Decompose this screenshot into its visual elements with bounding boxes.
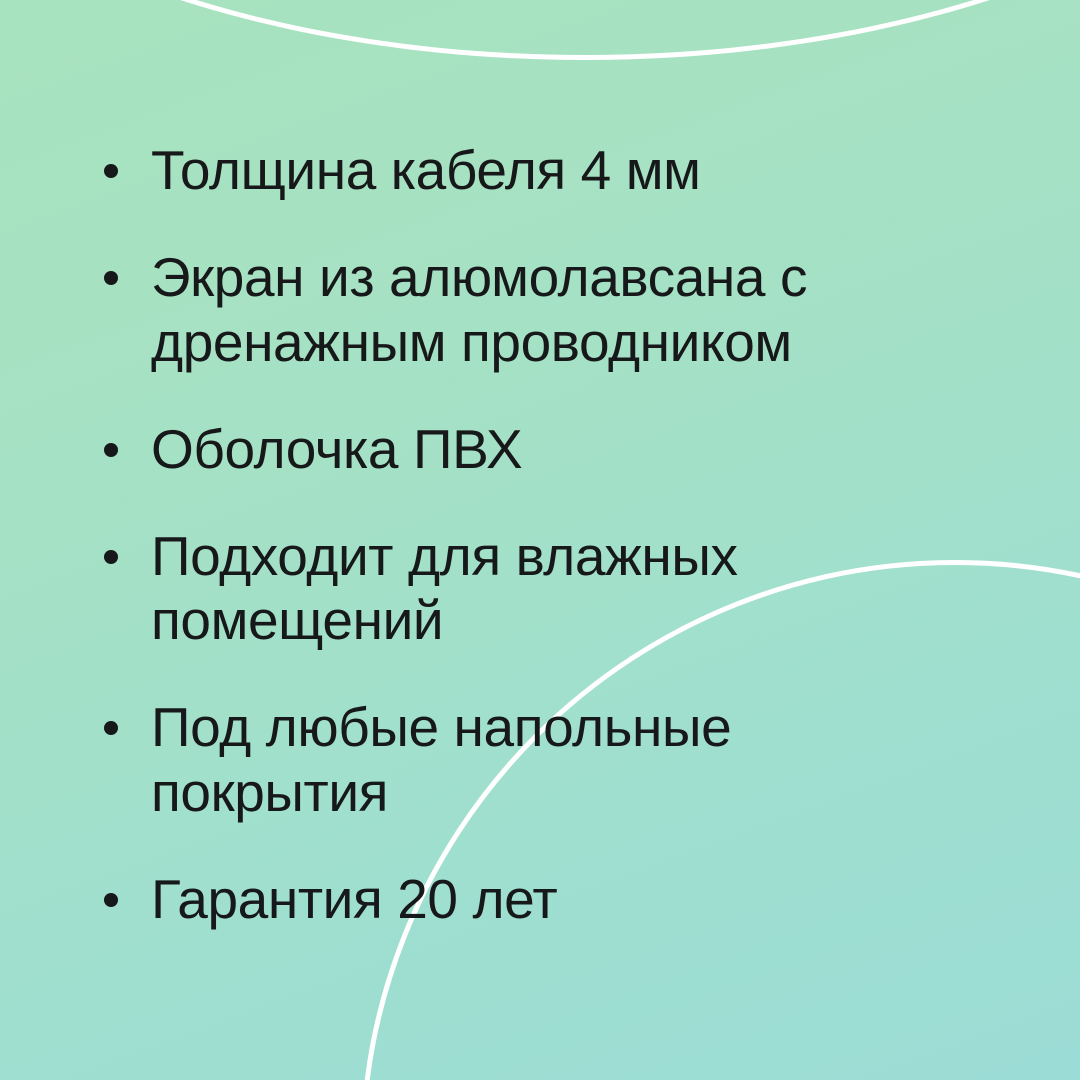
- list-item-label: Подходит для влажных помещений: [151, 524, 738, 652]
- feature-bullet-list: [104, 138, 1020, 932]
- list-item: [104, 867, 1020, 932]
- bullet-dot-icon: [104, 550, 118, 564]
- list-item-label: Гарантия 20 лет: [151, 868, 558, 931]
- bullet-dot-icon: [104, 893, 118, 907]
- list-item: [104, 245, 1020, 375]
- bullet-dot-icon: [104, 721, 118, 735]
- list-item: [104, 524, 1020, 654]
- list-item: [104, 138, 1020, 203]
- list-item-label: Оболочка ПВХ: [151, 417, 523, 480]
- list-item: [104, 417, 1020, 482]
- bullet-dot-icon: [104, 443, 118, 457]
- list-item-label: Под любые напольные покрытия: [151, 696, 732, 824]
- bullet-dot-icon: [104, 164, 118, 178]
- list-item-label: Экран из алюмолавсана с дренажным проводником: [151, 245, 808, 373]
- list-item: [104, 695, 1020, 825]
- list-item-label: Толщина кабеля 4 мм: [151, 139, 701, 201]
- bullet-dot-icon: [104, 271, 118, 285]
